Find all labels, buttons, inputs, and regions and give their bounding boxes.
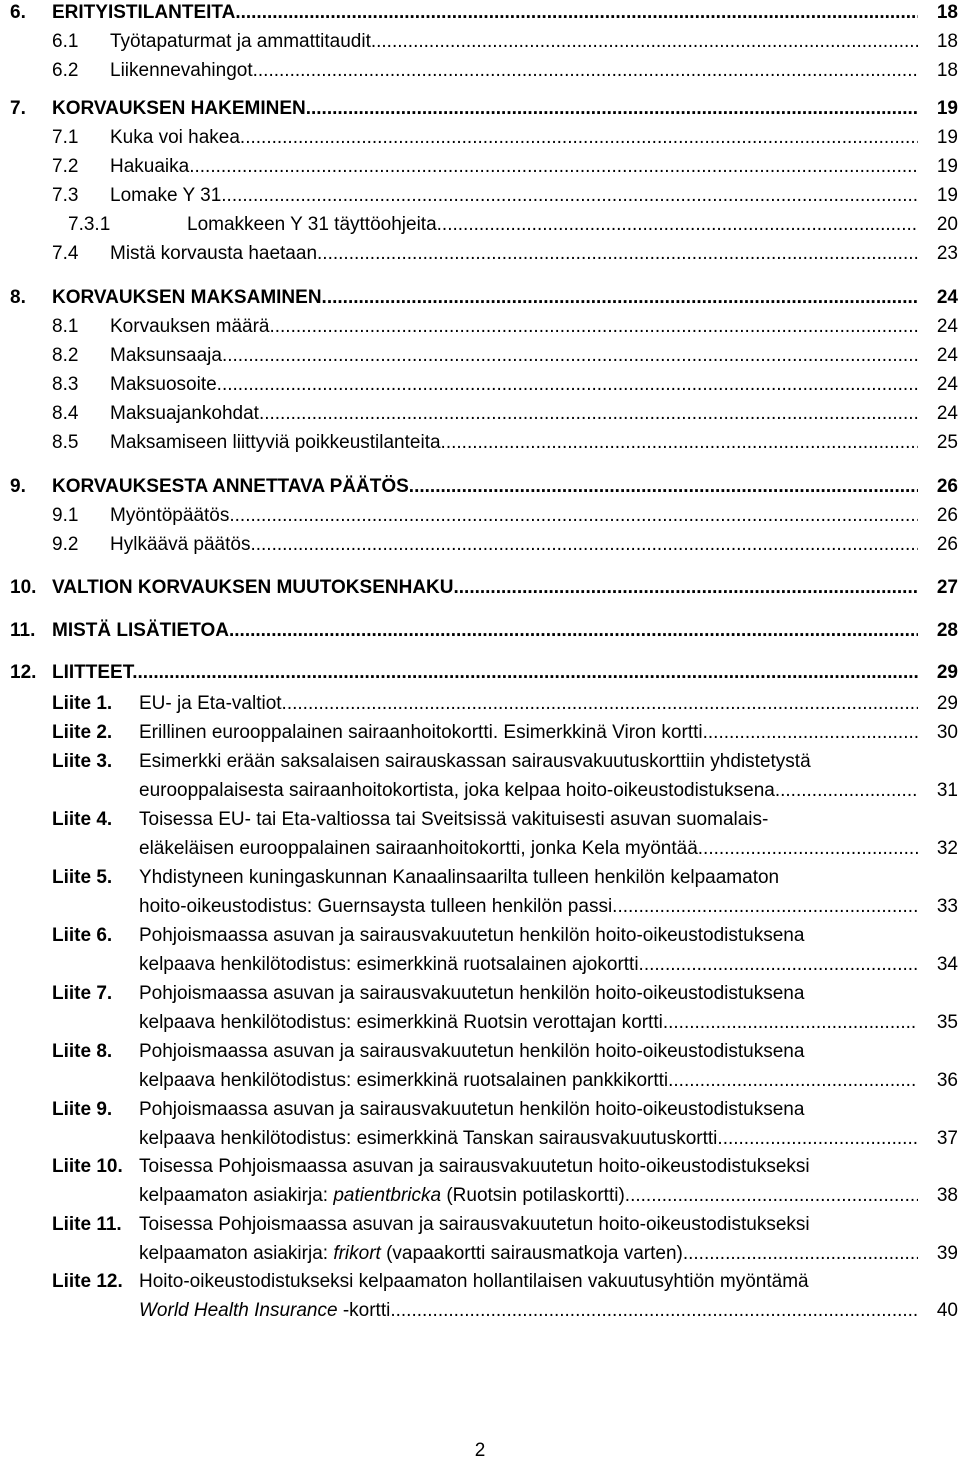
appendix-page: 39: [918, 1239, 958, 1268]
appendix-title-line1: Pohjoismaassa asuvan ja sairausvakuutetun henkilön hoito-oikeustodistuksena: [139, 1041, 805, 1062]
toc-entry-title: LIITTEET .....: [52, 658, 918, 687]
toc-entry[interactable]: [0, 56, 960, 85]
toc-entry-title: Myöntöpäätös .....: [110, 501, 918, 530]
appendix-label: Liite 10.: [52, 1156, 123, 1177]
toc-entry-title: Liikennevahingot .....: [110, 56, 918, 85]
appendix-entry[interactable]: [0, 1095, 960, 1124]
appendix-entry[interactable]: [0, 805, 960, 834]
toc-entry-number: 8.2: [52, 345, 79, 366]
appendix-page: 40: [918, 1296, 958, 1325]
appendix-entry-continuation[interactable]: [0, 1239, 960, 1268]
toc-entry-page: 26: [918, 472, 958, 501]
toc-entry-number: 7.4: [52, 243, 79, 264]
toc-entry-page: 24: [918, 399, 958, 428]
appendix-title-line2: eurooppalaisesta sairaanhoitokortista, joka kelpaa hoito-oikeustodistuksena .....: [139, 776, 918, 805]
toc-entry[interactable]: [0, 341, 960, 370]
toc-entry[interactable]: [0, 312, 960, 341]
toc-entry[interactable]: [0, 530, 960, 559]
toc-entry-number: 12.: [10, 662, 37, 683]
toc-entry-number: 6.: [10, 2, 26, 23]
appendix-title-line1: Esimerkki erään saksalaisen sairauskassan sairausvakuutuskorttiin yhdistetystä: [139, 751, 811, 772]
appendix-entry[interactable]: [0, 689, 960, 718]
appendix-label: Liite 1.: [52, 693, 113, 714]
toc-entry-number: 7.2: [52, 156, 79, 177]
toc-entry-number: 8.4: [52, 403, 79, 424]
toc-entry-number: 10.: [10, 577, 37, 598]
appendix-page: 35: [918, 1008, 958, 1037]
toc-entry-title: Kuka voi hakea .....: [110, 123, 918, 152]
appendix-page: 38: [918, 1181, 958, 1210]
toc-entry-page: 20: [918, 210, 958, 239]
appendix-entry[interactable]: [0, 1210, 960, 1239]
toc-entry-title: Työtapaturmat ja ammattitaudit .....: [110, 27, 918, 56]
appendix-title-line2: kelpaava henkilötodistus: esimerkkinä Ruotsin verottajan kortti. .....: [139, 1008, 918, 1037]
toc-entry-number: 7.1: [52, 127, 79, 148]
appendix-title-line1: Pohjoismaassa asuvan ja sairausvakuutetun henkilön hoito-oikeustodistuksena: [139, 1099, 805, 1120]
appendix-label: Liite 6.: [52, 925, 113, 946]
toc-entry[interactable]: [0, 239, 960, 268]
toc-entry-title: Lomake Y 31 .....: [110, 181, 918, 210]
appendix-title-line1: Toisessa EU- tai Eta-valtiossa tai Sveitsissä vakituisesti asuvan suomalais-: [139, 809, 769, 830]
toc-entry-title: Maksuajankohdat .....: [110, 399, 918, 428]
appendix-entry-continuation[interactable]: [0, 1124, 960, 1153]
appendix-entry-continuation[interactable]: [0, 1181, 960, 1210]
toc-entry-number: 8.3: [52, 374, 79, 395]
toc-entry-title: Korvauksen määrä .....: [110, 312, 918, 341]
toc-entry-page: 24: [918, 341, 958, 370]
toc-entry-number: 9.1: [52, 505, 79, 526]
toc-entry-page: 19: [918, 123, 958, 152]
appendix-page: 31: [918, 776, 958, 805]
appendix-label: Liite 9.: [52, 1099, 113, 1120]
toc-entry[interactable]: [0, 152, 960, 181]
appendix-title-line2: eläkeläisen eurooppalainen sairaanhoitokortti, jonka Kela myöntää. .....: [139, 834, 918, 863]
toc-entry[interactable]: [0, 501, 960, 530]
toc-entry-title: Mistä korvausta haetaan .....: [110, 239, 918, 268]
appendix-entry[interactable]: [0, 1267, 960, 1296]
toc-entry-page: 28: [918, 616, 958, 645]
appendix-title-line2: kelpaamaton asiakirja: patientbricka (Ruotsin potilaskortti). .....: [139, 1181, 918, 1210]
appendix-entry[interactable]: [0, 1037, 960, 1066]
toc-entry-number: 8.: [10, 287, 26, 308]
appendix-label: Liite 8.: [52, 1041, 113, 1062]
toc-entry[interactable]: [0, 0, 960, 27]
appendix-label: Liite 3.: [52, 751, 113, 772]
appendix-label: Liite 12.: [52, 1271, 123, 1292]
toc-entry[interactable]: [0, 399, 960, 428]
toc-entry-title: Maksuosoite .....: [110, 370, 918, 399]
toc-entry[interactable]: [0, 573, 960, 602]
toc-entry-page: 24: [918, 283, 958, 312]
appendix-title-line1: Erillinen eurooppalainen sairaanhoitokortti. Esimerkkinä Viron kortti .....: [139, 718, 918, 747]
appendix-entry[interactable]: [0, 979, 960, 1008]
appendix-title-line1: Toisessa Pohjoismaassa asuvan ja sairausvakuutetun hoito-oikeustodistukseksi: [139, 1156, 810, 1177]
appendix-entry-continuation[interactable]: [0, 834, 960, 863]
toc-entry-page: 26: [918, 501, 958, 530]
appendix-entry-continuation[interactable]: [0, 1008, 960, 1037]
toc-entry-page: 29: [918, 658, 958, 687]
appendix-title-line2: kelpaava henkilötodistus: esimerkkinä ruotsalainen ajokortti. .....: [139, 950, 918, 979]
toc-entry-number: 7.3: [52, 185, 79, 206]
appendix-entry-continuation[interactable]: [0, 776, 960, 805]
appendix-title-line2: kelpaava henkilötodistus: esimerkkinä Tanskan sairausvakuutuskortti. .....: [139, 1124, 918, 1153]
toc-entry[interactable]: [0, 370, 960, 399]
appendix-page: 33: [918, 892, 958, 921]
appendix-entry[interactable]: [0, 747, 960, 776]
appendix-title-line1: Hoito-oikeustodistukseksi kelpaamaton hollantilaisen vakuutusyhtiön myöntämä: [139, 1271, 809, 1292]
toc-entry-number: 6.1: [52, 31, 79, 52]
toc-entry-title: Maksamiseen liittyviä poikkeustilanteita .....: [110, 428, 918, 457]
toc-entry-number: 9.2: [52, 534, 79, 555]
appendix-label: Liite 4.: [52, 809, 113, 830]
appendix-page: 37: [918, 1124, 958, 1153]
appendix-entry[interactable]: [0, 718, 960, 747]
appendix-title-line2: kelpaamaton asiakirja: frikort (vapaakortti sairausmatkoja varten). .....: [139, 1239, 918, 1268]
toc-entry[interactable]: [0, 27, 960, 56]
toc-entry-title: Lomakkeen Y 31 täyttöohjeita .....: [187, 210, 918, 239]
toc-entry-number: 11.: [10, 620, 36, 641]
toc-entry[interactable]: [0, 210, 960, 239]
toc-entry[interactable]: [0, 658, 960, 687]
toc-entry[interactable]: [0, 181, 960, 210]
appendix-label: Liite 2.: [52, 722, 113, 743]
appendix-entry[interactable]: [0, 863, 960, 892]
toc-entry-title: Hylkäävä päätös .....: [110, 530, 918, 559]
appendix-page: 34: [918, 950, 958, 979]
toc-entry-number: 8.1: [52, 316, 79, 337]
toc-entry-page: 18: [918, 27, 958, 56]
appendix-title-line2: hoito-oikeustodistus: Guernsaysta tulleen henkilön passi. .....: [139, 892, 918, 921]
toc-entry-title: KORVAUKSEN MAKSAMINEN .....: [52, 283, 918, 312]
toc-entry-page: 24: [918, 370, 958, 399]
appendix-title-line2: kelpaava henkilötodistus: esimerkkinä ruotsalainen pankkikortti. .....: [139, 1066, 918, 1095]
appendix-label: Liite 7.: [52, 983, 113, 1004]
toc-entry-page: 18: [918, 0, 958, 27]
toc-entry[interactable]: [0, 94, 960, 123]
toc-entry[interactable]: [0, 123, 960, 152]
toc-entry-page: 23: [918, 239, 958, 268]
toc-entry-page: 19: [918, 181, 958, 210]
toc-entry-number: 9.: [10, 476, 26, 497]
toc-entry-number: 7.: [10, 98, 26, 119]
toc-entry-page: 24: [918, 312, 958, 341]
appendix-title-line2: World Health Insurance -kortti. .....: [139, 1296, 918, 1325]
appendix-entry-continuation[interactable]: [0, 1296, 960, 1325]
toc-entry-title: Hakuaika .....: [110, 152, 918, 181]
appendix-title-line1: EU- ja Eta-valtiot. .....: [139, 689, 918, 718]
toc-entry[interactable]: [0, 616, 960, 645]
appendix-page: 30: [918, 718, 958, 747]
toc-entry-title: ERITYISTILANTEITA .....: [52, 0, 918, 27]
toc-entry[interactable]: [0, 428, 960, 457]
toc-entry-title: KORVAUKSEN HAKEMINEN .....: [52, 94, 918, 123]
toc-entry-number: 7.3.1: [68, 214, 111, 235]
appendix-page: 36: [918, 1066, 958, 1095]
appendix-entry-continuation[interactable]: [0, 892, 960, 921]
appendix-title-line1: Pohjoismaassa asuvan ja sairausvakuutetun henkilön hoito-oikeustodistuksena: [139, 925, 805, 946]
appendix-title-line1: Toisessa Pohjoismaassa asuvan ja sairausvakuutetun hoito-oikeustodistukseksi: [139, 1214, 810, 1235]
appendix-entry-continuation[interactable]: [0, 1066, 960, 1095]
appendix-entry[interactable]: [0, 1152, 960, 1181]
appendix-label: Liite 5.: [52, 867, 113, 888]
toc-entry-number: 6.2: [52, 60, 79, 81]
toc-entry-title: MISTÄ LISÄTIETOA .....: [52, 616, 918, 645]
toc-entry-page: 27: [918, 573, 958, 602]
appendix-title-line1: Yhdistyneen kuningaskunnan Kanaalinsaarilta tulleen henkilön kelpaamaton: [139, 867, 780, 888]
page-number: 2: [474, 1440, 486, 1461]
toc-entry-page: 25: [918, 428, 958, 457]
toc-entry-page: 19: [918, 152, 958, 181]
toc-entry[interactable]: [0, 283, 960, 312]
toc-entry-page: 18: [918, 56, 958, 85]
toc-entry-title: KORVAUKSESTA ANNETTAVA PÄÄTÖS .....: [52, 472, 918, 501]
appendix-page: 29: [918, 689, 958, 718]
toc-entry-page: 26: [918, 530, 958, 559]
appendix-label: Liite 11.: [52, 1214, 122, 1235]
toc-entry[interactable]: [0, 472, 960, 501]
toc-entry-page: 19: [918, 94, 958, 123]
toc-entry-title: VALTION KORVAUKSEN MUUTOKSENHAKU .....: [52, 573, 918, 602]
appendix-entry-continuation[interactable]: [0, 950, 960, 979]
toc-entry-title: Maksunsaaja .....: [110, 341, 918, 370]
appendix-title-line1: Pohjoismaassa asuvan ja sairausvakuutetun henkilön hoito-oikeustodistuksena: [139, 983, 805, 1004]
appendix-entry[interactable]: [0, 921, 960, 950]
toc-entry-number: 8.5: [52, 432, 79, 453]
appendix-page: 32: [918, 834, 958, 863]
